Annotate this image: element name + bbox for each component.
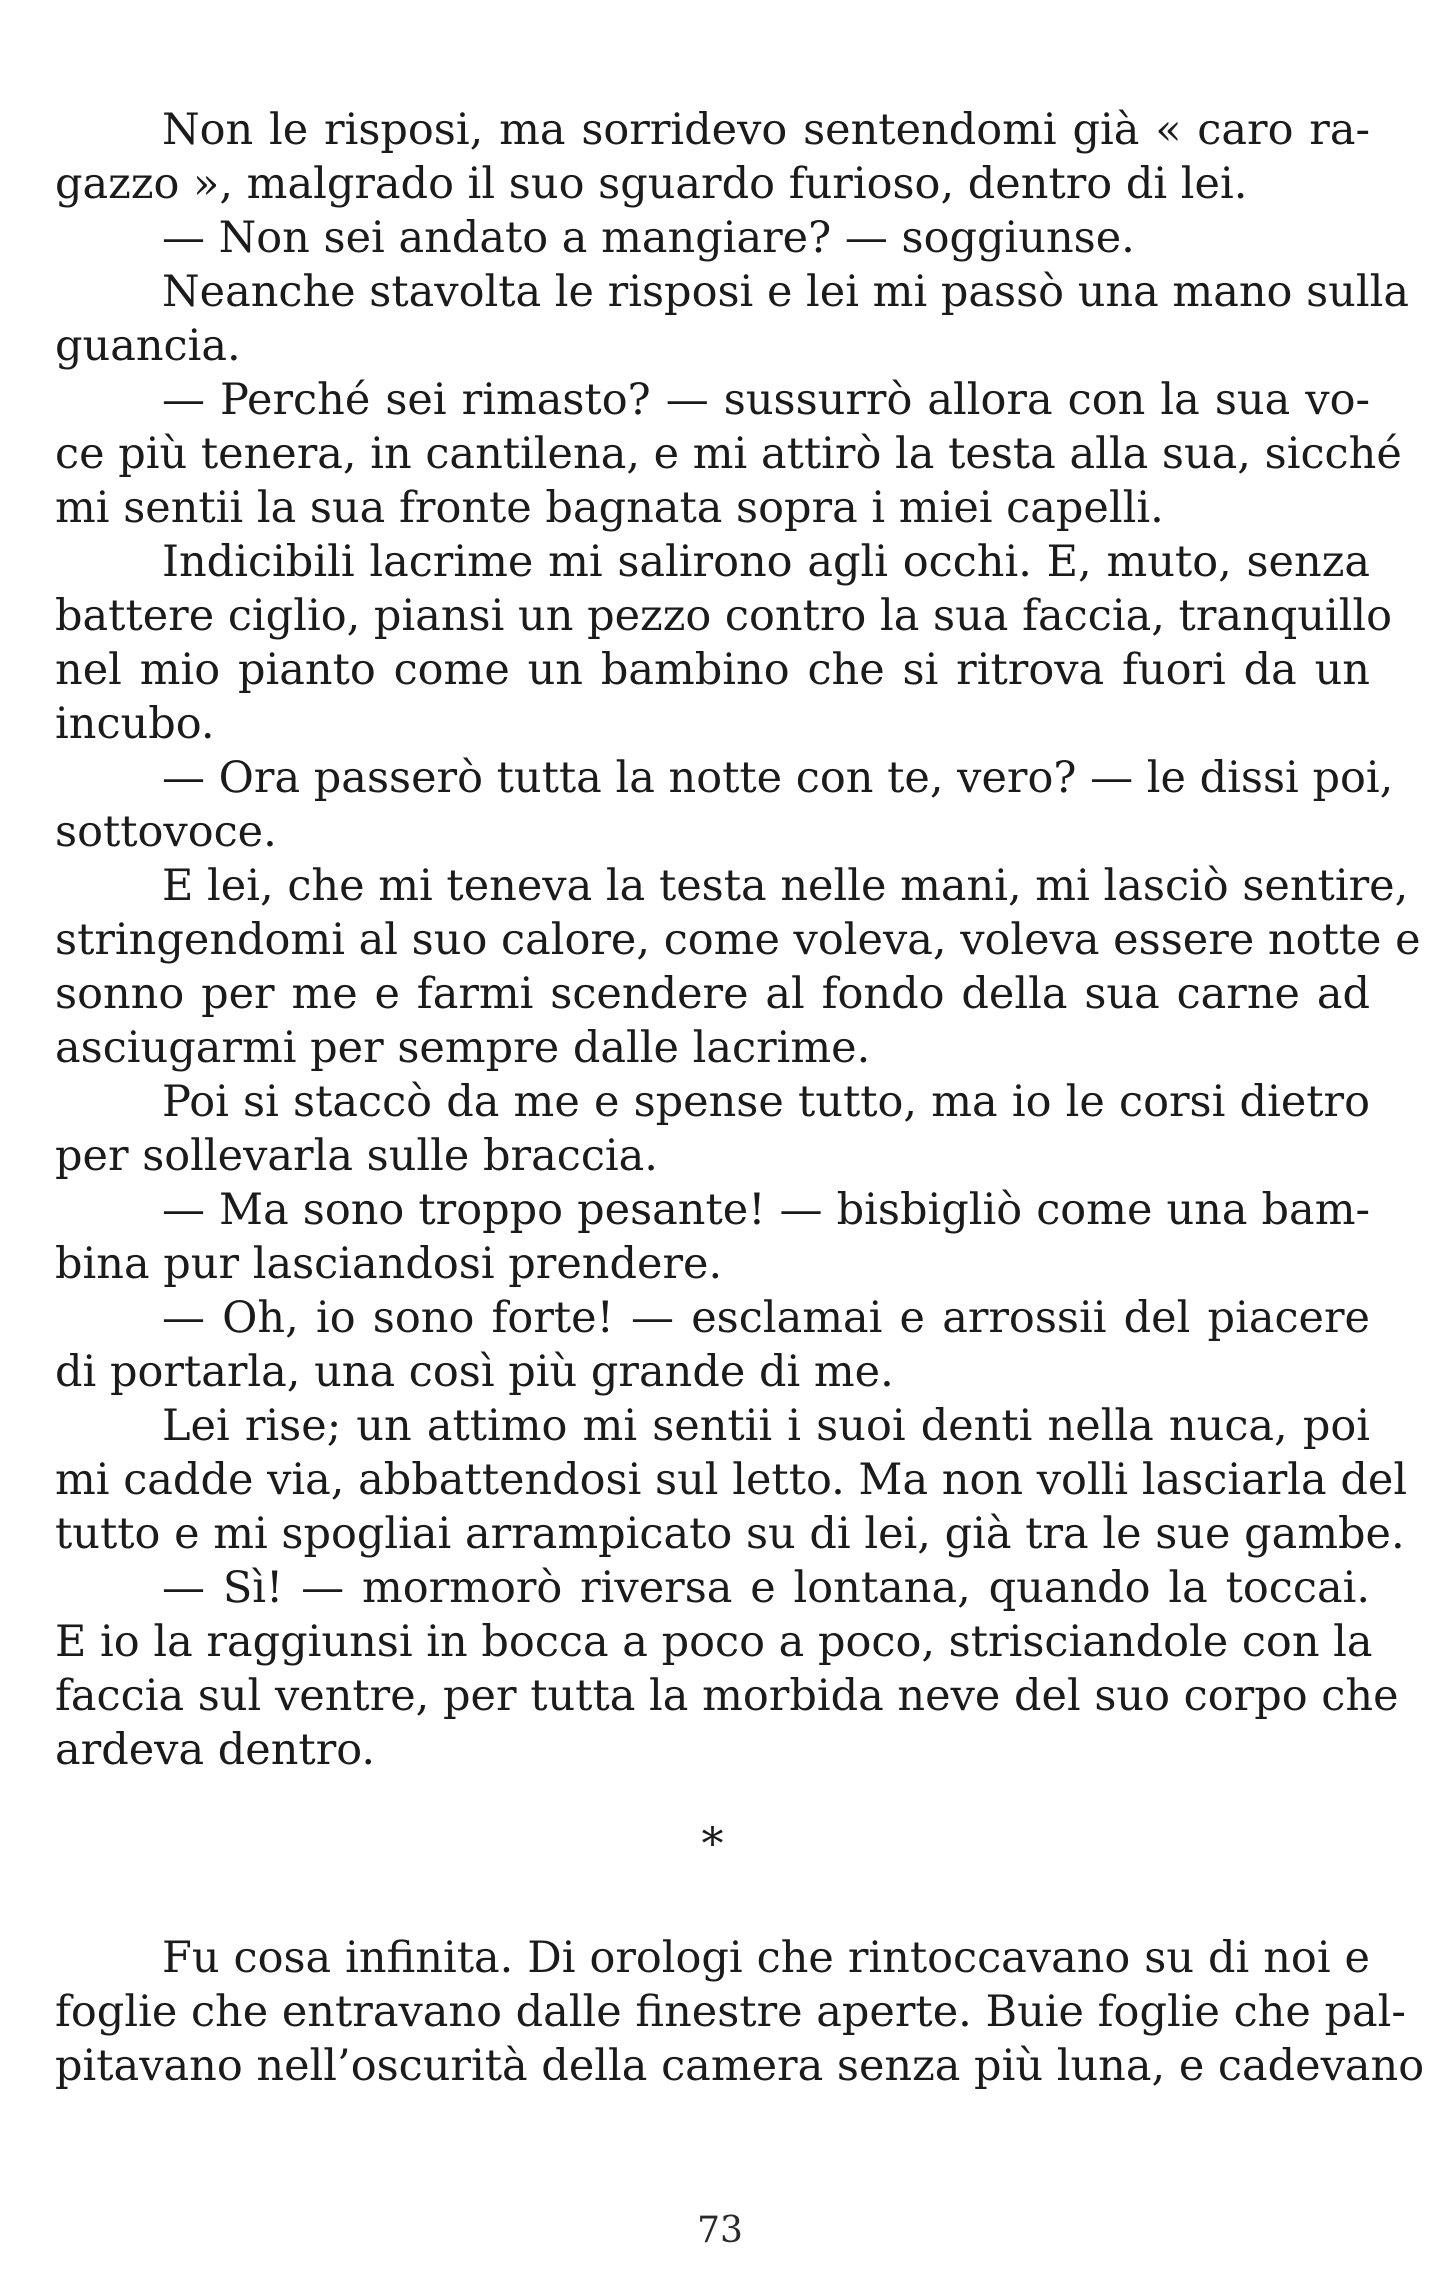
text-line: — Sì! — mormorò riversa e lontana, quando la toccai. (162, 1563, 1370, 1613)
text-line: E io la raggiunsi in bocca a poco a poco, strisciandole con la (55, 1617, 1373, 1667)
text-line: — Oh, io sono forte! — esclamai e arrossii del piacere (162, 1293, 1370, 1343)
text-line: faccia sul ventre, per tutta la morbida neve del suo corpo che (55, 1671, 1399, 1721)
text-section-1 (55, 103, 1421, 1777)
text-line: — Ora passerò tutta la notte con te, vero? — le dissi poi, (162, 753, 1394, 803)
text-line: pitavano nell’oscurità della camera senza più luna, e cadevano (55, 2041, 1425, 2091)
text-line: — Non sei andato a mangiare? — soggiunse. (162, 213, 1135, 263)
text-line: mi cadde via, abbattendosi sul letto. Ma non volli lasciarla del (55, 1455, 1408, 1505)
text-line: — Perché sei rimasto? — sussurrò allora con la sua vo- (162, 375, 1370, 425)
text-line: Lei rise; un attimo mi sentii i suoi denti nella nuca, poi (162, 1401, 1370, 1451)
page-body (55, 103, 1425, 2093)
section-gap (55, 1899, 1370, 1931)
text-line: mi sentii la sua fronte bagnata sopra i miei capelli. (55, 483, 1164, 533)
text-line: sottovoce. (55, 807, 277, 857)
text-line: E lei, che mi teneva la testa nelle mani, mi lasciò sentire, (162, 861, 1409, 911)
text-section-2 (55, 1931, 1425, 2093)
text-line: ardeva dentro. (55, 1725, 376, 1775)
text-line: ce più tenera, in cantilena, e mi attirò la testa alla sua, sicché (55, 429, 1402, 479)
text-line: Non le risposi, ma sorridevo sentendomi già « caro ra- (162, 105, 1370, 155)
text-line: battere ciglio, piansi un pezzo contro la sua faccia, tranquillo (55, 591, 1393, 641)
text-line: stringendomi al suo calore, come voleva, voleva essere notte e (55, 915, 1421, 965)
text-line: gazzo », malgrado il suo sguardo furioso, dentro di lei. (55, 159, 1248, 209)
text-line: foglie che entravano dalle finestre aperte. Buie foglie che pal- (55, 1987, 1406, 2037)
text-line: guancia. (55, 321, 241, 371)
text-line: Fu cosa infinita. Di orologi che rintoccavano su di noi e (162, 1933, 1370, 1983)
text-line: — Ma sono troppo pesante! — bisbigliò come una bam- (162, 1185, 1370, 1235)
section-separator: * (701, 1819, 724, 1870)
page-number: 73 (697, 2210, 743, 2251)
text-line: per sollevarla sulle braccia. (55, 1131, 658, 1181)
text-line: incubo. (55, 699, 215, 749)
text-line: di portarla, una così più grande di me. (55, 1347, 894, 1397)
text-line: sonno per me e farmi scendere al fondo della sua carne ad (55, 969, 1370, 1019)
text-line: bina pur lasciandosi prendere. (55, 1239, 723, 1289)
text-line: tutto e mi spogliai arrampicato su di lei, già tra le sue gambe. (55, 1509, 1405, 1559)
text-line: nel mio pianto come un bambino che si ritrova fuori da un (55, 645, 1370, 695)
text-line: Poi si staccò da me e spense tutto, ma io le corsi dietro (162, 1077, 1370, 1127)
text-line: asciugarmi per sempre dalle lacrime. (55, 1023, 871, 1073)
text-line: Neanche stavolta le risposi e lei mi passò una mano sulla (162, 267, 1409, 317)
text-line: Indicibili lacrime mi salirono agli occhi. E, muto, senza (162, 537, 1370, 587)
